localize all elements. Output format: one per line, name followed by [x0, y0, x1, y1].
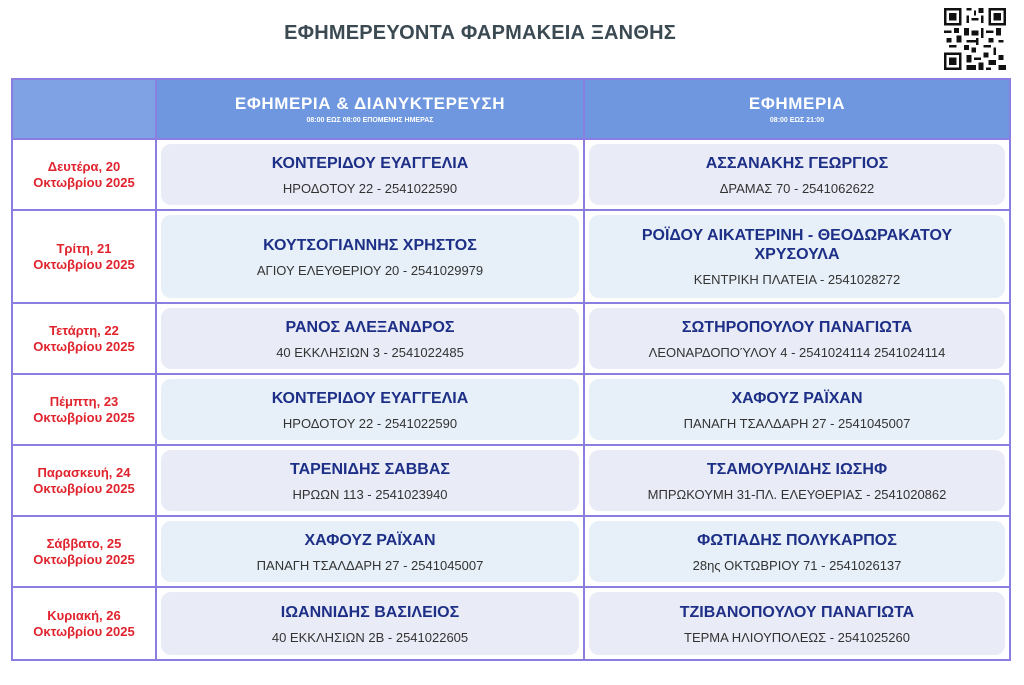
pharmacy-cell	[585, 375, 1009, 446]
day-cell	[13, 446, 157, 517]
pharmacy-address: ΠΑΝΑΓΗ ΤΣΑΛΔΑΡΗ 27 - 2541045007	[256, 557, 484, 573]
pharmacy-address: ΠΑΝΑΓΗ ΤΣΑΛΔΑΡΗ 27 - 2541045007	[683, 415, 911, 431]
pharmacy-address: 28ης ΟΚΤΩΒΡΙΟΥ 71 - 2541026137	[692, 557, 902, 573]
pharmacy-cell	[157, 304, 585, 375]
day-date: Οκτωβρίου 2025	[33, 338, 135, 354]
pharmacy-name: ΧΑΦΟΥΖ ΡΑΪΧΑΝ	[304, 531, 436, 549]
pharmacy-name: ΚΟΥΤΣΟΓΙΑΝΝΗΣ ΧΡΗΣΤΟΣ	[263, 236, 477, 254]
pharmacy-address: ΚΕΝΤΡΙΚΗ ΠΛΑΤΕΙΑ - 2541028272	[693, 272, 901, 287]
pharmacy-address: ΗΡΟΔΟΤΟΥ 22 - 2541022590	[282, 180, 458, 196]
pharmacy-cell	[585, 140, 1009, 211]
pharmacy-cell	[157, 211, 585, 304]
pharmacy-name: ΡΟΪΔΟΥ ΑΙΚΑΤΕΡΙΝΗ - ΘΕΟΔΩΡΑΚΑΤΟΥ ΧΡΥΣΟΥΛΑ	[641, 227, 953, 263]
pharmacy-cell	[157, 375, 585, 446]
pharmacy-name: ΣΩΤΗΡΟΠΟΥΛΟΥ ΠΑΝΑΓΙΩΤΑ	[681, 318, 913, 336]
pharmacy-cell	[157, 517, 585, 588]
pharmacy-name: ΤΣΑΜΟΥΡΛΙΔΗΣ ΙΩΣΗΦ	[706, 460, 888, 478]
day-date: Οκτωβρίου 2025	[33, 174, 135, 190]
day-name: Τετάρτη, 22	[49, 322, 119, 338]
day-cell	[13, 140, 157, 211]
day-date: Οκτωβρίου 2025	[33, 551, 135, 567]
pharmacy-cell	[585, 517, 1009, 588]
pharmacy-address: 40 ΕΚΚΛΗΣΙΩΝ 2Β - 2541022605	[271, 629, 469, 645]
column-header-title: ΕΦΗΜΕΡΙΑ	[748, 94, 846, 113]
column-header-title: ΕΦΗΜΕΡΙΑ & ΔΙΑΝΥΚΤΕΡΕΥΣΗ	[234, 94, 506, 113]
pharmacy-address: 40 ΕΚΚΛΗΣΙΩΝ 3 - 2541022485	[276, 344, 464, 360]
page-title: ΕΦΗΜΕΡΕΥΟΝΤΑ ΦΑΡΜΑΚΕΙΑ ΞΑΝΘΗΣ	[284, 22, 676, 44]
pharmacy-name: ΦΩΤΙΑΔΗΣ ΠΟΛΥΚΑΡΠΟΣ	[697, 531, 897, 549]
day-name: Πέμπτη, 23	[49, 393, 119, 409]
duty-pharmacies-table	[11, 78, 1011, 661]
day-cell	[13, 304, 157, 375]
pharmacy-cell	[585, 446, 1009, 517]
pharmacy-name: ΚΟΝΤΕΡΙΔΟΥ ΕΥΑΓΓΕΛΙΑ	[271, 154, 469, 172]
pharmacy-cell	[585, 588, 1009, 659]
day-date: Οκτωβρίου 2025	[33, 409, 135, 425]
pharmacy-name: ΤΑΡΕΝΙΔΗΣ ΣΑΒΒΑΣ	[289, 460, 450, 478]
day-cell	[13, 588, 157, 659]
pharmacy-cell	[157, 446, 585, 517]
day-name: Κυριακή, 26	[47, 607, 121, 623]
column-header-hours: 08:00 ΕΩΣ 08:00 ΕΠΟΜΕΝΗΣ ΗΜΕΡΑΣ	[306, 117, 434, 124]
day-name: Δευτέρα, 20	[47, 158, 121, 174]
day-cell	[13, 517, 157, 588]
pharmacy-address: ΜΠΡΩΚΟΥΜΗ 31-ΠΛ. ΕΛΕΥΘΕΡΙΑΣ - 2541020862	[647, 486, 947, 502]
pharmacy-address: ΗΡΟΔΟΤΟΥ 22 - 2541022590	[282, 415, 458, 431]
day-date: Οκτωβρίου 2025	[33, 623, 135, 639]
pharmacy-address: ΛΕΟΝΑΡΔΟΠΟΎΛΟΥ 4 - 2541024114 2541024114	[648, 344, 946, 360]
day-name: Τρίτη, 21	[56, 240, 112, 256]
day-name: Σάββατο, 25	[46, 535, 122, 551]
pharmacy-cell	[157, 588, 585, 659]
pharmacy-name: ΤΖΙΒΑΝΟΠΟΥΛΟΥ ΠΑΝΑΓΙΩΤΑ	[679, 603, 915, 621]
day-date: Οκτωβρίου 2025	[33, 480, 135, 496]
pharmacy-name: ΑΣΣΑΝΑΚΗΣ ΓΕΩΡΓΙΟΣ	[705, 154, 889, 172]
qr-code-icon[interactable]	[944, 8, 1006, 70]
pharmacy-name: ΙΩΑΝΝΙΔΗΣ ΒΑΣΙΛΕΙΟΣ	[280, 603, 460, 621]
day-cell	[13, 211, 157, 304]
pharmacy-cell	[585, 304, 1009, 375]
pharmacy-cell	[157, 140, 585, 211]
pharmacy-name: ΚΟΝΤΕΡΙΔΟΥ ΕΥΑΓΓΕΛΙΑ	[271, 389, 469, 407]
pharmacy-address: ΗΡΩΩΝ 113 - 2541023940	[292, 486, 448, 502]
pharmacy-name: ΡΑΝΟΣ ΑΛΕΞΑΝΔΡΟΣ	[285, 318, 455, 336]
pharmacy-address: ΤΕΡΜΑ ΗΛΙΟΥΠΟΛΕΩΣ - 2541025260	[684, 629, 910, 645]
corner-header-cell	[13, 80, 157, 140]
day-date: Οκτωβρίου 2025	[33, 256, 135, 272]
column-header-day-duty	[585, 80, 1009, 140]
column-header-overnight	[157, 80, 585, 140]
pharmacy-address: ΑΓΙΟΥ ΕΛΕΥΘΕΡΙΟΥ 20 - 2541029979	[256, 262, 484, 278]
column-header-hours: 08:00 ΕΩΣ 21:00	[769, 117, 825, 124]
day-cell	[13, 375, 157, 446]
pharmacy-name: ΧΑΦΟΥΖ ΡΑΪΧΑΝ	[731, 389, 863, 407]
pharmacy-cell	[585, 211, 1009, 304]
day-name: Παρασκευή, 24	[37, 464, 131, 480]
pharmacy-address: ΔΡΑΜΑΣ 70 - 2541062622	[719, 180, 875, 196]
